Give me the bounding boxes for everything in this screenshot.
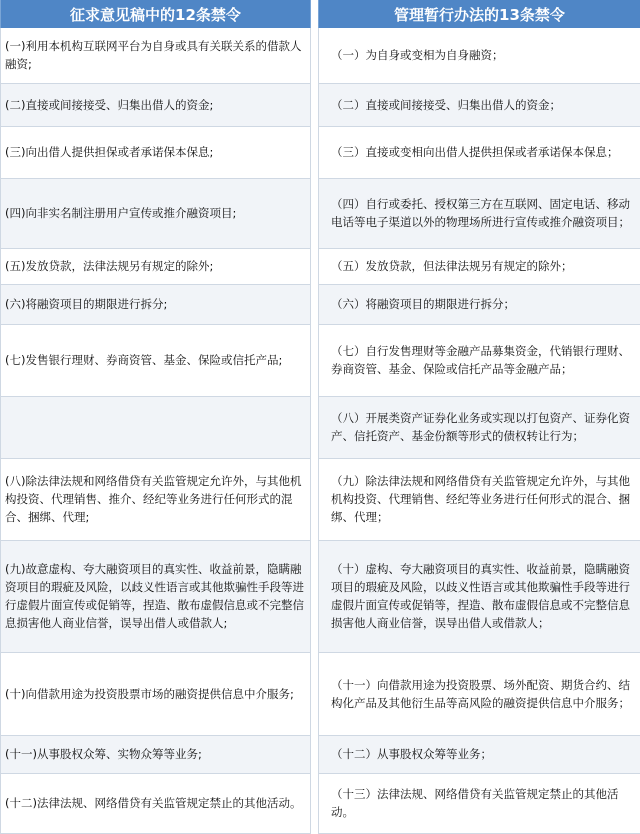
right-clause: （八）开展类资产证券化业务或实现以打包资产、证券化资产、信托资产、基金份额等形式的债权转让行为； xyxy=(319,396,640,458)
left-clause: (十一)从事股权众筹、实物众筹等业务; xyxy=(1,735,311,773)
right-clause: （十）虚构、夸大融资项目的真实性、收益前景，隐瞒融资项目的瑕疵及风险，以歧义性语言或其他欺骗性手段等进行虚假片面宣传或促销等，捏造、散布虚假信息或不完整信息损害他人商业信誉，误导出借人或借款人； xyxy=(319,540,640,652)
left-clause: (九)故意虚构、夸大融资项目的真实性、收益前景，隐瞒融资项目的瑕疵及风险，以歧义性语言或其他欺骗性手段等进行虚假片面宣传或促销等，捏造、散布虚假信息或不完整信息损害他人商业信誉，误导出借人或借款人; xyxy=(1,540,311,652)
right-clause: （三）直接或变相向出借人提供担保或者承诺保本保息； xyxy=(319,126,640,178)
table-row xyxy=(1,83,640,126)
left-clause: (十二)法律法规、网络借贷有关监管规定禁止的其他活动。 xyxy=(1,773,311,833)
table-row xyxy=(1,540,640,652)
right-clause: （十一）向借款用途为投资股票、场外配资、期货合约、结构化产品及其他衍生品等高风险的融资提供信息中介服务； xyxy=(319,652,640,735)
right-clause: （七）自行发售理财等金融产品募集资金，代销银行理财、券商资管、基金、保险或信托产品等金融产品； xyxy=(319,324,640,396)
left-clause: (二)直接或间接接受、归集出借人的资金; xyxy=(1,83,311,126)
table-row xyxy=(1,324,640,396)
table-row xyxy=(1,248,640,284)
right-clause: （九）除法律法规和网络借贷有关监管规定允许外，与其他机构投资、代理销售、经纪等业务进行任何形式的混合、捆绑、代理； xyxy=(319,458,640,540)
table-row xyxy=(1,396,640,458)
right-clause: （十二）从事股权众筹等业务； xyxy=(319,735,640,773)
table-row xyxy=(1,458,640,540)
left-clause xyxy=(1,396,311,458)
right-clause: （六）将融资项目的期限进行拆分； xyxy=(319,284,640,324)
right-clause: （五）发放贷款，但法律法规另有规定的除外； xyxy=(319,248,640,284)
left-column-title: 征求意见稿中的12条禁令 xyxy=(1,0,311,28)
left-clause: (一)利用本机构互联网平台为自身或具有关联关系的借款人融资; xyxy=(1,28,311,83)
left-clause: (八)除法律法规和网络借贷有关监管规定允许外，与其他机构投资、代理销售、推介、经纪等业务进行任何形式的混合、捆绑、代理; xyxy=(1,458,311,540)
right-clause: （十三）法律法规、网络借贷有关监管规定禁止的其他活动。 xyxy=(319,773,640,833)
left-clause: (六)将融资项目的期限进行拆分; xyxy=(1,284,311,324)
left-clause: (十)向借款用途为投资股票市场的融资提供信息中介服务; xyxy=(1,652,311,735)
table-row xyxy=(1,773,640,833)
column-gap xyxy=(311,0,319,28)
left-clause: (七)发售银行理财、券商资管、基金、保险或信托产品; xyxy=(1,324,311,396)
right-column-title: 管理暂行办法的13条禁令 xyxy=(319,0,640,28)
table-row xyxy=(1,284,640,324)
table-row xyxy=(1,652,640,735)
right-clause: （一）为自身或变相为自身融资； xyxy=(319,28,640,83)
table-row xyxy=(1,735,640,773)
header-row xyxy=(1,0,640,28)
table-row xyxy=(1,126,640,178)
right-clause: （二）直接或间接接受、归集出借人的资金； xyxy=(319,83,640,126)
left-clause: (四)向非实名制注册用户宣传或推介融资项目; xyxy=(1,178,311,248)
left-clause: (三)向出借人提供担保或者承诺保本保息; xyxy=(1,126,311,178)
table-row xyxy=(1,178,640,248)
right-clause: （四）自行或委托、授权第三方在互联网、固定电话、移动电话等电子渠道以外的物理场所进行宣传或推介融资项目； xyxy=(319,178,640,248)
table-row xyxy=(1,28,640,83)
left-clause: (五)发放贷款，法律法规另有规定的除外; xyxy=(1,248,311,284)
